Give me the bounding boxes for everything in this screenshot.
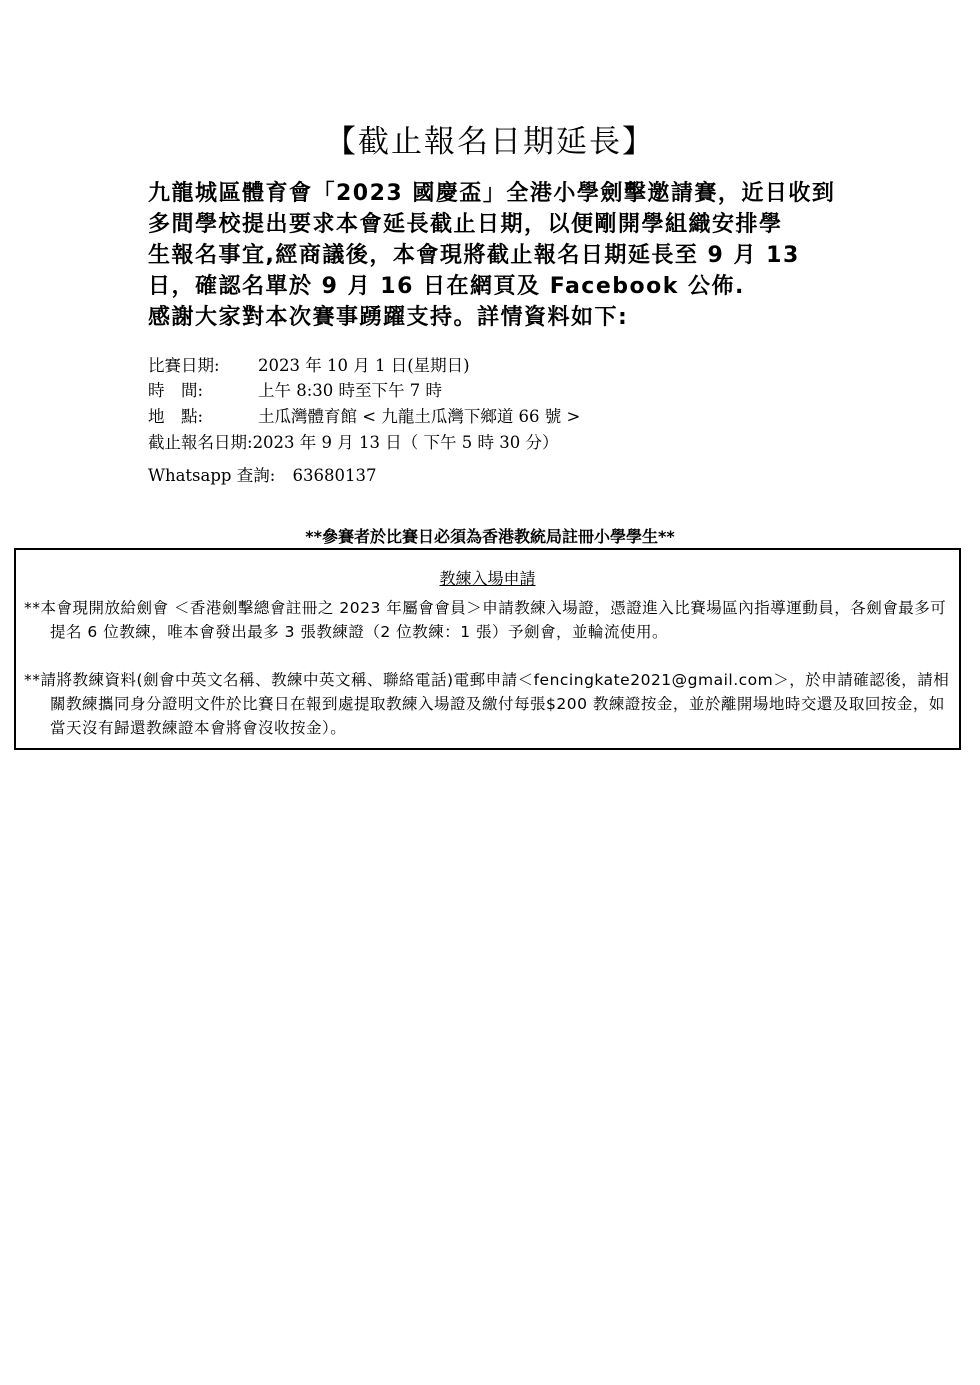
detail-time	[148, 377, 442, 401]
detail-date-label: 比賽日期:	[148, 356, 220, 375]
detail-venue	[148, 403, 580, 427]
coach-item-2-text: **請將教練資料(劍會中英文名稱、教練中英文稱、聯絡電話)電郵申請＜fencingkate2021@gmail.com＞，於申請確認後，請相關教練攜同身分證明文件於比賽日在報到處提取教練入場證及繳付每張$200 教練證按金，並於離開場地時交還及取回按金，如當天沒有歸還教練證本會將會沒收按金）。	[24, 671, 950, 737]
detail-time-label: 時 間:	[148, 381, 204, 400]
detail-whatsapp-label: Whatsapp 查詢:	[148, 466, 276, 485]
intro-line-4: 日，確認名單於 9 月 16 日在網頁及 Facebook 公佈.	[148, 274, 745, 299]
detail-whatsapp-value: 63680137	[292, 466, 377, 485]
detail-date	[148, 352, 470, 376]
detail-deadline	[148, 429, 559, 453]
detail-deadline-label: 截止報名日期:	[148, 433, 253, 452]
detail-date-value: 2023 年 10 月 1 日(星期日)	[258, 356, 470, 375]
coach-item-2	[24, 668, 954, 740]
intro-line-3: 生報名事宜,經商議後，本會現將截止報名日期延長至 9 月 13	[148, 243, 800, 268]
intro-line-1: 九龍城區體育會「2023 國慶盃」全港小學劍擊邀請賽，近日收到	[148, 181, 836, 206]
detail-whatsapp	[148, 462, 377, 486]
coach-box-heading: 教練入場申請	[439, 569, 536, 588]
intro-line-2: 多間學校提出要求本會延長截止日期，以便剛開學組織安排學	[148, 212, 783, 237]
eligibility-notice: **參賽者於比賽日必須為香港教統局註冊小學學生**	[305, 527, 675, 546]
detail-venue-label: 地 點:	[148, 407, 204, 426]
detail-venue-value: 土瓜灣體育館 < 九龍土瓜灣下鄉道 66 號 >	[258, 407, 581, 426]
detail-deadline-value: 2023 年 9 月 13 日（ 下午 5 時 30 分）	[252, 433, 559, 452]
page-title: 【截止報名日期延長】	[325, 124, 655, 160]
coach-item-1	[24, 596, 954, 644]
coach-item-1-text: **本會現開放給劍會 ＜香港劍擊總會註冊之 2023 年屬會會員＞申請教練入場證，憑證進入比賽場區內指導運動員，各劍會最多可提名 6 位教練，唯本會發出最多 3 張教練證（2 位教練：1 張）予劍會，並輪流使用。	[24, 599, 947, 641]
intro-line-5: 感謝大家對本次賽事踴躍支持。詳情資料如下:	[148, 305, 629, 330]
detail-time-value: 上午 8:30 時至下午 7 時	[258, 381, 443, 400]
coach-application-box	[14, 548, 961, 750]
